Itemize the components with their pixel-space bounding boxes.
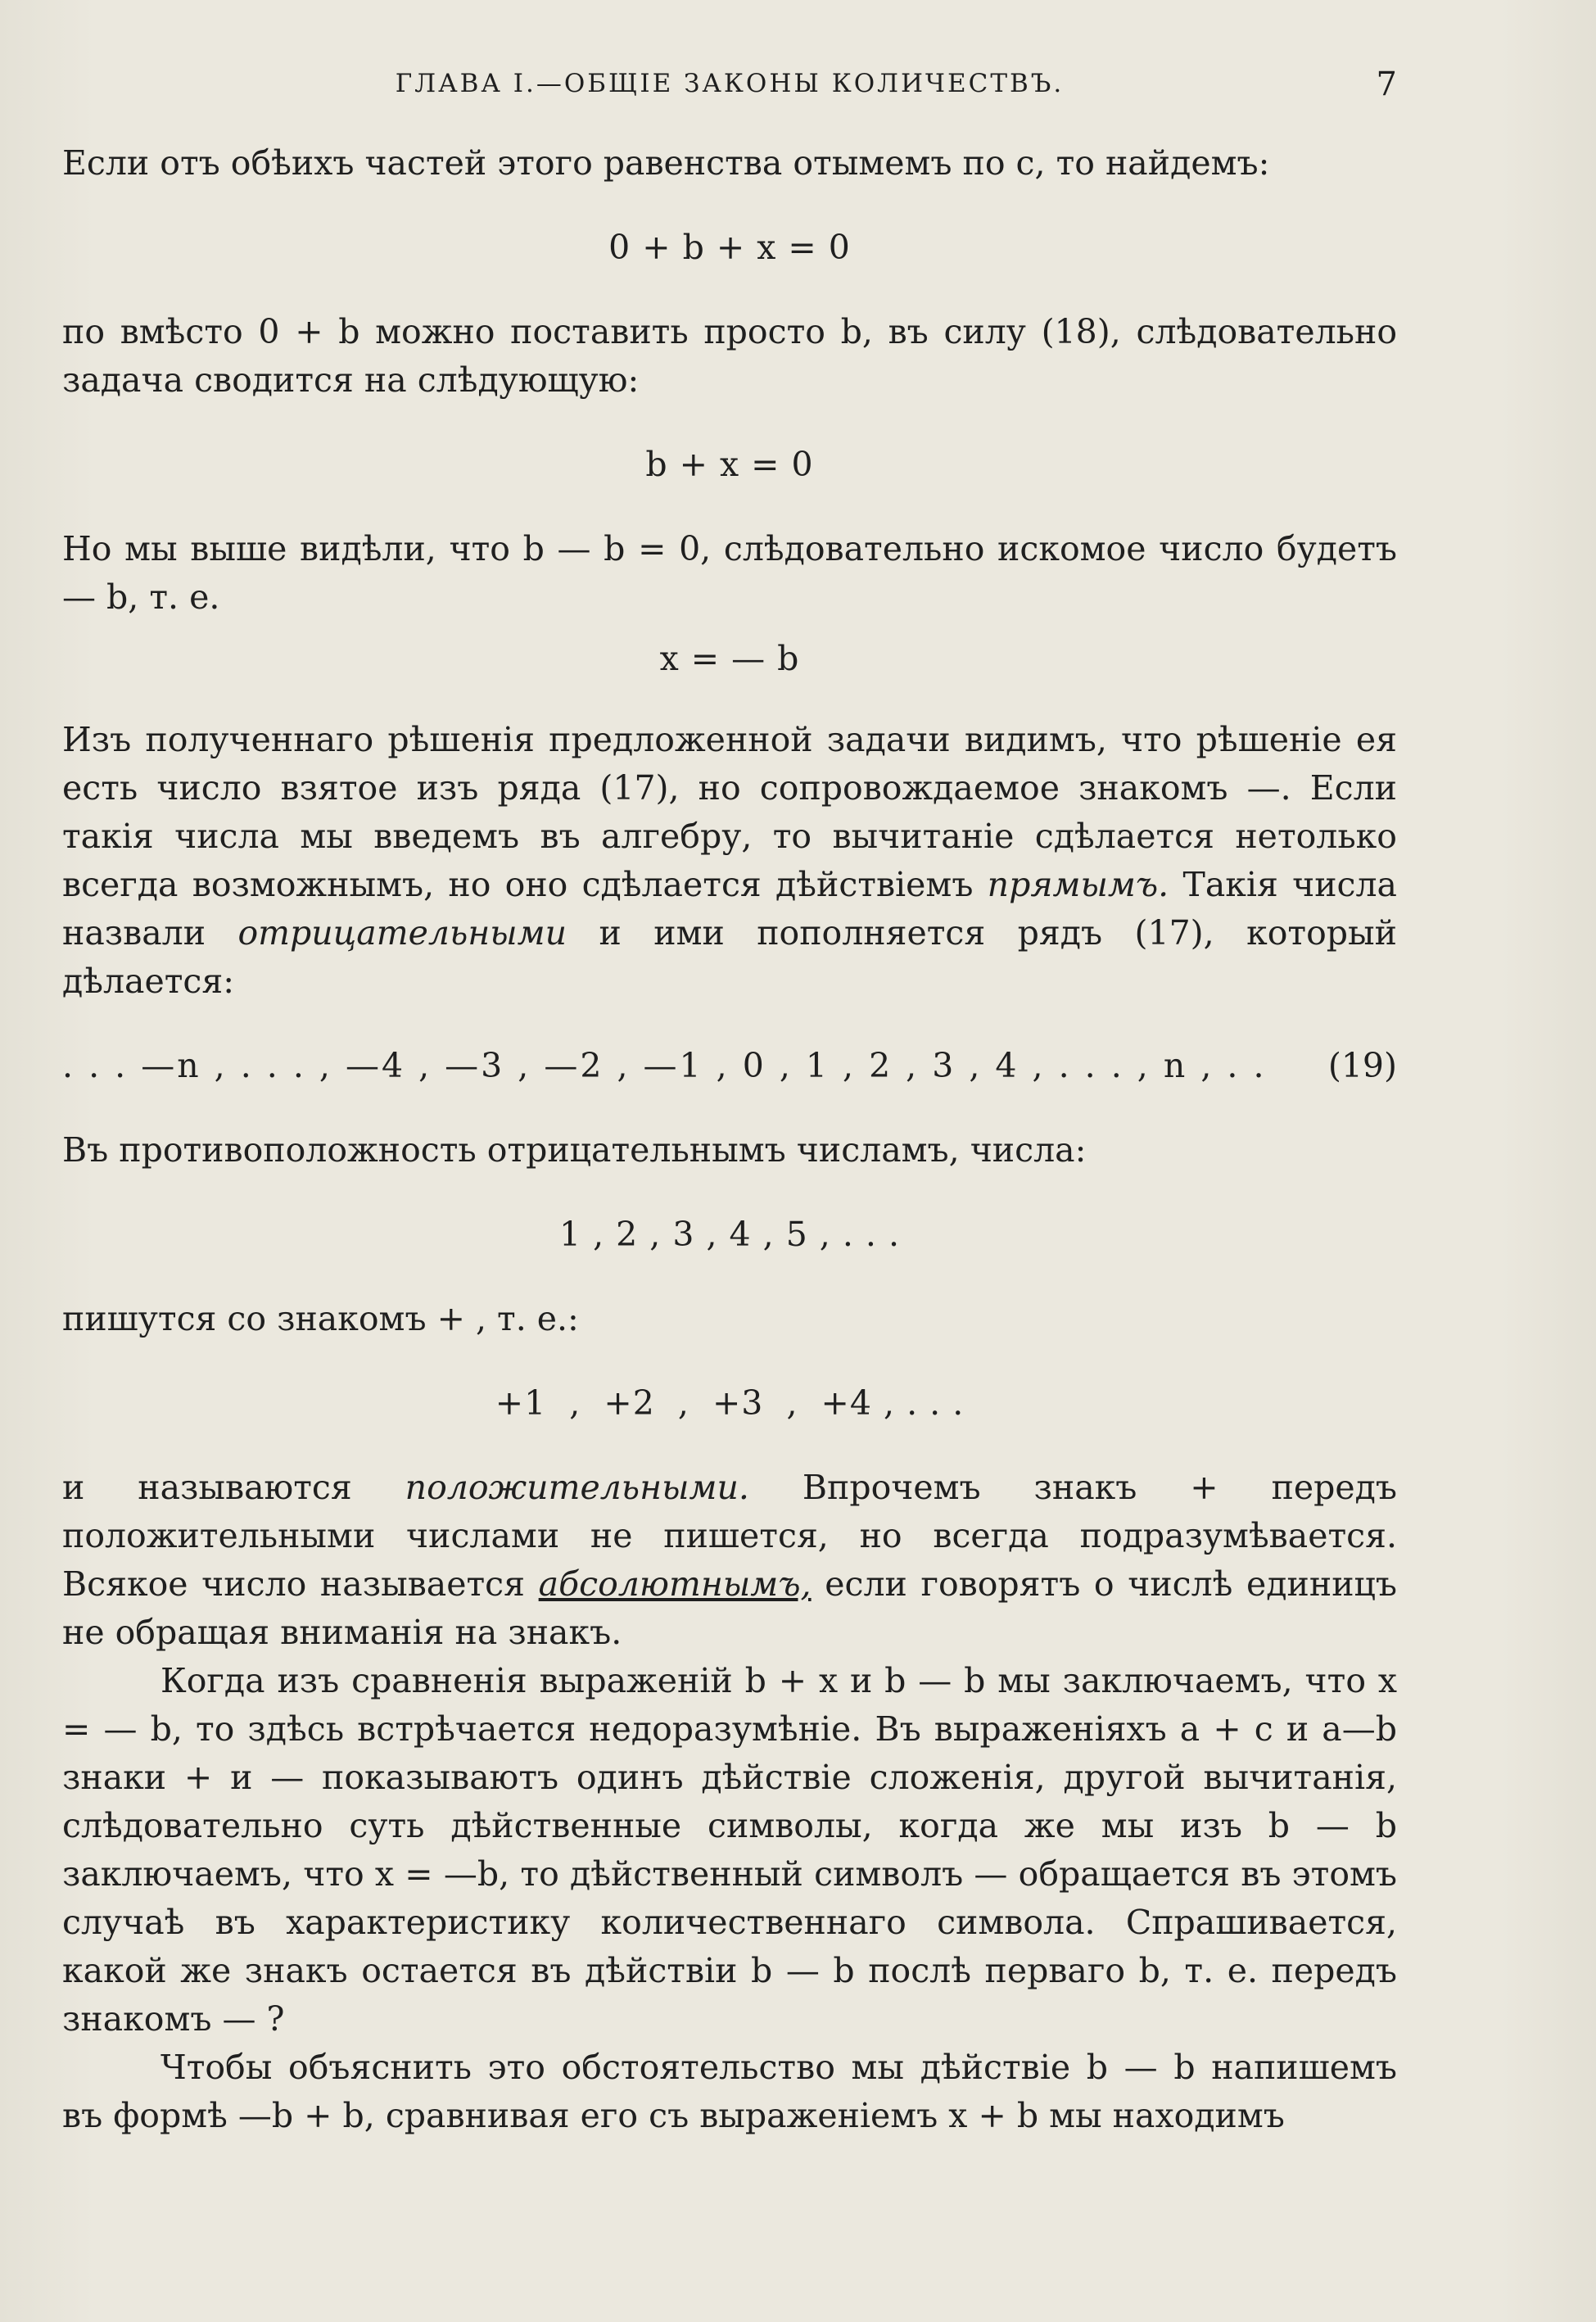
- paragraph-7-text-a: и называются: [62, 1468, 405, 1507]
- page-header: [62, 66, 1397, 110]
- paragraph-4-text-b: Такія числа назвали: [62, 865, 1398, 953]
- paragraph-2: по вмѣсто 0 + b можно поставить просто b, въ силу (18), слѣдовательно задача сводится на слѣдующую:: [62, 312, 1397, 400]
- paragraph-6: пишутся со знакомъ + , т. е.:: [62, 1299, 579, 1338]
- paragraph-7-text-c: если говорятъ о числѣ единицъ не обращая вниманія на знакъ.: [62, 1564, 1397, 1652]
- running-head: ГЛАВА I.—ОБЩІЕ ЗАКОНЫ КОЛИЧЕСТВЪ.: [395, 69, 1065, 98]
- term-pryamym: прямымъ.: [987, 865, 1169, 904]
- paragraph-4: [62, 716, 1397, 1006]
- paragraph-4-text-c: и ими пополняется рядъ (17), который дѣлается:: [62, 913, 1397, 1001]
- series-19-sequence: . . . —n , . . . , —4 , —3 , —2 , —1 , 0 , 1 , 2 , 3 , 4 , . . . , n , . .: [62, 1046, 1267, 1085]
- term-polozhitelnymi: положительными.: [405, 1468, 749, 1507]
- equation-1: 0 + b + x = 0: [608, 228, 851, 267]
- equation-6: +1 , +2 , +3 , +4 , . . .: [495, 1383, 965, 1423]
- page-number: 7: [1376, 66, 1397, 103]
- paragraph-4-text-a: Изъ полученнаго рѣшенія предложенной задачи видимъ, что рѣшеніе ея есть число взятое изъ ряда (17), но сопровождаемое знакомъ —. Если такія числа мы введемъ въ алгебру, то вычитаніе сдѣлается нетолько всегда возможнымъ, но оно сдѣлается дѣйствіемъ: [62, 720, 1397, 904]
- paragraph-3: Но мы выше видѣли, что b — b = 0, слѣдовательно искомое число будетъ — b, т. е.: [62, 529, 1397, 617]
- paragraph-5: Въ противоположность отрицательнымъ числамъ, числа:: [62, 1130, 1087, 1170]
- equation-2: b + x = 0: [645, 445, 814, 484]
- paragraph-8: Когда изъ сравненія выраженій b + x и b — b мы заключаемъ, что x = — b, то здѣсь встрѣчается недоразумѣніе. Въ выраженіяхъ a + c и a—b знаки + и — показываютъ одинъ дѣйствіе сложенія, другой вычитанія, слѣдовательно суть дѣйственные символы, когда же мы изъ b — b заключаемъ, что x = —b, то дѣйственный символъ — обращается въ этомъ случаѣ въ характеристику количественнаго символа. Спрашивается, какой же знакъ остается въ дѣйствіи b — b послѣ перваго b, т. е. передъ знакомъ — ?: [62, 1661, 1397, 2039]
- paragraph-7-text-b: Впрочемъ знакъ + передъ положительными числами не пишется, но всегда подразумѣвается. Всякое число называется: [62, 1468, 1397, 1604]
- equation-5: 1 , 2 , 3 , 4 , 5 , . . .: [558, 1215, 901, 1254]
- equation-number-19: (19): [1327, 1046, 1397, 1085]
- paragraph-7: [62, 1464, 1397, 1657]
- term-absolyutnym: абсолютнымъ,: [538, 1564, 812, 1604]
- equation-3: x = — b: [659, 639, 800, 678]
- series-19: [62, 1042, 1397, 1090]
- term-otritsatelnymi: отрицательными: [237, 913, 567, 953]
- paragraph-9: Чтобы объяснить это обстоятельство мы дѣйствіе b — b напишемъ въ формѣ —b + b, сравнивая его съ выраженіемъ x + b мы находимъ: [62, 2048, 1397, 2135]
- page-body: [62, 139, 1397, 2140]
- paragraph-1: Если отъ обѣихъ частей этого равенства отымемъ по c, то найдемъ:: [62, 143, 1270, 183]
